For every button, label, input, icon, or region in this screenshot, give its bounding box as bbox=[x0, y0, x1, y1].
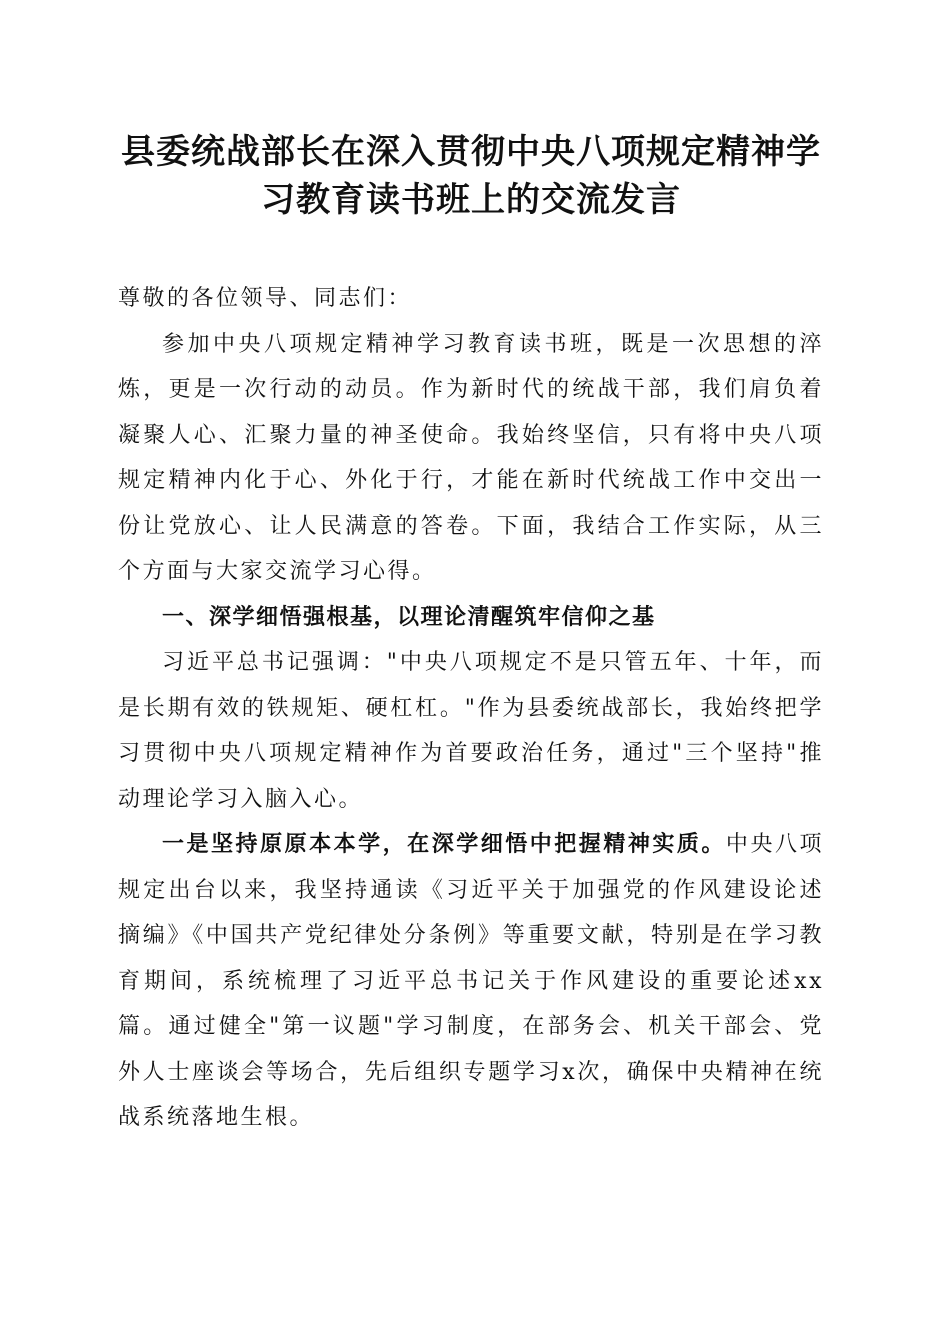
point-1-lead: 一是坚持原原本本学，在深学细悟中把握精神实质。 bbox=[162, 831, 726, 857]
section-1-point-1 bbox=[118, 822, 824, 1141]
salutation: 尊敬的各位领导、同志们： bbox=[118, 286, 413, 311]
document-title bbox=[110, 128, 832, 224]
intro-paragraph: 参加中央八项规定精神学习教育读书班，既是一次思想的淬炼，更是一次行动的动员。作为新时代的统战干部，我们肩负着凝聚人心、汇聚力量的神圣使命。我始终坚信，只有将中央八项规定精神内化于心、外化于行，才能在新时代统战工作中交出一份让党放心、让人民满意的答卷。下面，我结合工作实际，从三个方面与大家交流学习心得。 bbox=[118, 331, 824, 584]
section-1-heading: 一、深学细悟强根基，以理论清醒筑牢信仰之基 bbox=[162, 604, 656, 630]
document-page bbox=[118, 128, 824, 1141]
section-1-paragraph: 习近平总书记强调："中央八项规定不是只管五年、十年，而是长期有效的铁规矩、硬杠杠。"作为县委统战部长，我始终把学习贯彻中央八项规定精神作为首要政治任务，通过"三个坚持"推动理论学习入脑入心。 bbox=[118, 650, 824, 812]
title-line-1: 县委统战部长在深入贯彻中央八项规定精神学 bbox=[121, 132, 821, 172]
point-1-body: 中央八项规定出台以来，我坚持通读《习近平关于加强党的作风建设论述摘编》《中国共产党纪律处分条例》等重要文献，特别是在学习教育期间，系统梳理了习近平总书记关于作风建设的重要论述xx篇。通过健全"第一议题"学习制度，在部务会、机关干部会、党外人士座谈会等场合，先后组织专题学习x次，确保中央精神在统战系统落地生根。 bbox=[118, 832, 824, 1130]
title-line-2: 习教育读书班上的交流发言 bbox=[261, 180, 681, 220]
